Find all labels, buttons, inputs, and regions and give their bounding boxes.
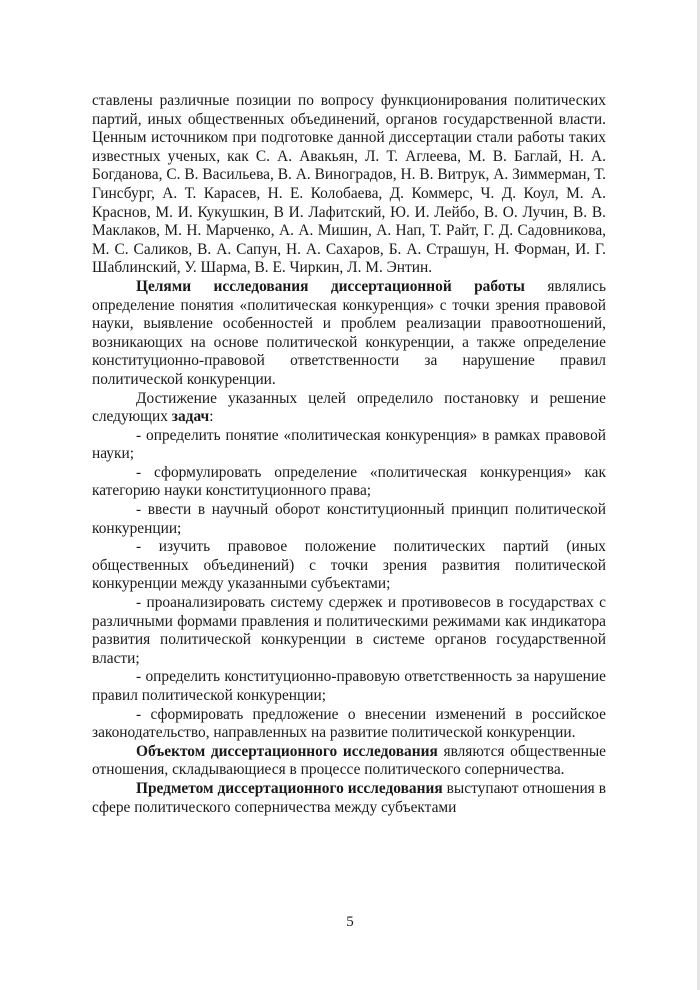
paragraph-tail: : [209, 408, 214, 426]
paragraph-text: выступают отношения в сфере политического соперничества между субъектами [92, 779, 606, 816]
task-item [92, 464, 606, 501]
page-number: 5 [346, 914, 354, 930]
task-text: - сформировать предложение о внесении изменений в российское законодательство, направленных на развитие политической конкуренции. [92, 705, 606, 742]
task-item [92, 668, 606, 705]
paragraph-text: являются общественные отношения, складывающиеся в процессе политического соперничества. [92, 742, 606, 779]
paragraph-lead-bold: Целями исследования диссертационной работы [136, 277, 525, 295]
task-item [92, 706, 606, 743]
paragraph-goals [92, 278, 606, 390]
task-text: - определить конституционно-правовую ответственность за нарушение правил политической конкуренции; [92, 668, 606, 704]
paragraph-object [92, 743, 606, 780]
paragraph-sources [92, 92, 606, 278]
paragraph-text: являлись определение понятия «политическая конкуренция» с точки зрения правовой науки, выявление особенностей и проблем реализации правоотношений, возникающих на основе политической конкуренции, а также определение конституционно-правовой ответственности за нарушение правил политической конкуренции. [92, 277, 606, 388]
task-item [92, 501, 606, 538]
task-item [92, 594, 606, 668]
paragraph-tasks-intro [92, 390, 606, 427]
task-item [92, 538, 606, 594]
paragraph-lead-bold: Предметом диссертационного исследования [136, 779, 443, 797]
task-text: - проанализировать систему сдержек и противовесов в государствах с различными формами правления и политическими режимами как индикатора развития политической конкуренции в системе органов государственной власти; [92, 594, 606, 667]
task-text: - ввести в научный оборот конституционный принцип политической конкуренции; [92, 501, 606, 537]
page-body [92, 92, 606, 817]
task-item [92, 427, 606, 464]
paragraph-text: Достижение указанных целей определило постановку и решение следующих [92, 389, 606, 426]
task-text: - определить понятие «политическая конкуренция» в рамках правовой науки; [92, 426, 606, 463]
paragraph-keyword-bold: задач [171, 408, 210, 426]
paragraph-lead-bold: Объектом диссертационного исследования [136, 742, 438, 760]
task-text: - изучить правовое положение политических партий (иных общественных объединений) с точки зрения развития политической конкуренции между указанными субъектами; [92, 538, 606, 593]
task-text: - сформулировать определение «политическая конкуренция» как категорию науки конституционного права; [92, 463, 606, 500]
paragraph-subject [92, 780, 606, 817]
paragraph-text: ставлены различные позиции по вопросу функционирования политических партий, иных общественных объединений, органов государственной власти. Ценным источником при подготовке данной диссертации стали работы таких известных ученых, как С. А. Авакьян, Л. Т. Аглеева, М. В. Баглай, Н. А. Богданова, С. В. Васильева, В. А. Виноградов, Н. В. Витрук, А. Зиммерман, Т. Гинсбург, А. Т. Карасев, Н. Е. Колобаева, Д. Коммерс, Ч. Д. Коул, М. А. Краснов, М. И. Кукушкин, В И. Лафитский, Ю. И. Лейбо, В. О. Лучин, В. В. Маклаков, М. Н. Марченко, А. А. Мишин, А. Нап, Т. Райт, Г. Д. Садовникова, М. С. Саликов, В. А. Сапун, Н. А. Сахаров, Б. А. Страшун, Н. Форман, И. Г. Шаблинский, У. Шарма, В. Е. Чиркин, Л. М. Энтин. [92, 92, 606, 277]
